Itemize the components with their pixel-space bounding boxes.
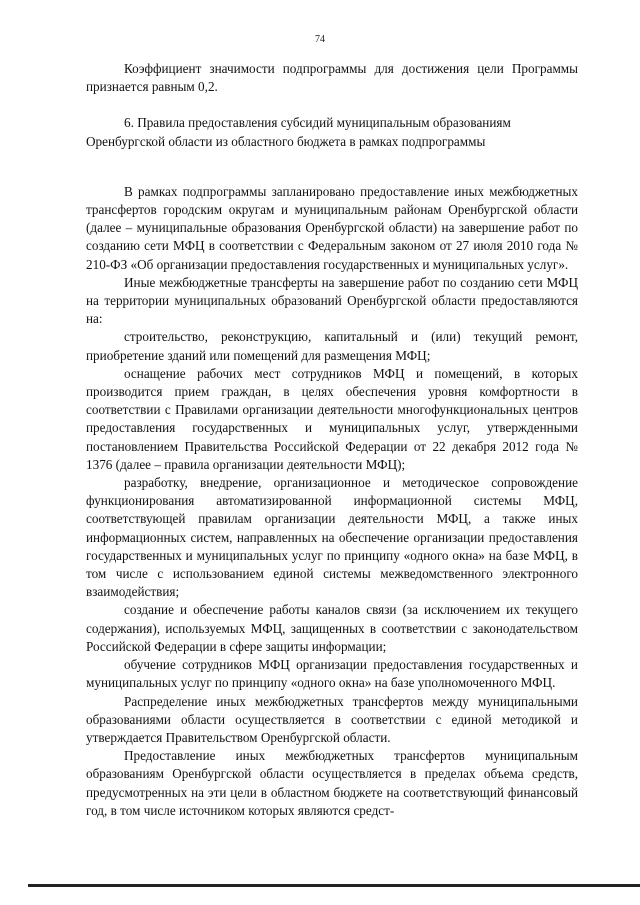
- list-item: разработку, внедрение, организационное и методическое сопровождение функционирования автоматизированной информационной системы МФЦ, соответствующей правилам организации деятельности МФЦ, а также иных информационных систем, направленных на обеспечение организации предоставления государственных и муниципальных услуг по принципу «одного окна» на базе МФЦ, в том числе с использованием единой системы межведомственного электронного взаимодействия;: [86, 475, 578, 600]
- list-item: оснащение рабочих мест сотрудников МФЦ и помещений, в которых производится прием граждан, в целях обеспечения уровня комфортности в соответствии с Правилами организации деятельности многофункциональных центров предоставления государственных и муниципальных услуг, утвержденными постановлением Правительства Российской Федерации от 22 декабря 2012 года № 1376 (далее – правила организации деятельности МФЦ);: [86, 365, 578, 472]
- paragraph: В рамках подпрограммы запланировано предоставление иных межбюджетных трансфертов городским округам и муниципальным районам Оренбургской области (далее – муниципальные образования Оренбургской области) на завершение работ по созданию сети МФЦ в соответствии с Федеральным законом от 27 июля 2010 года № 210-ФЗ «Об организации предоставления государственных и муниципальных услуг».: [86, 183, 578, 272]
- intro-paragraph: Коэффициент значимости подпрограммы для достижения цели Программы признается равным 0,2.: [86, 61, 578, 95]
- section-heading: 6. Правила предоставления субсидий муниципальным образованиям Оренбургской области из областного бюджета в рамках подпрограммы: [86, 115, 511, 149]
- paragraph: Предоставление иных межбюджетных трансфертов муниципальным образованиям Оренбургской области осуществляется в пределах объема средств, предусмотренных на эти цели в областном бюджете на соответствующий финансовый год, в том числе источником которых являются средст-: [86, 748, 578, 818]
- list-item: обучение сотрудников МФЦ организации предоставления государственных и муниципальных услуг по принципу «одного окна» на базе уполномоченного МФЦ.: [86, 657, 578, 691]
- list-item: создание и обеспечение работы каналов связи (за исключением их текущего содержания), используемых МФЦ, защищенных в соответствии с законодательством Российской Федерации в сфере защиты информации;: [86, 602, 578, 654]
- list-item: строительство, реконструкцию, капитальный и (или) текущий ремонт, приобретение зданий или помещений для размещения МФЦ;: [86, 329, 578, 363]
- section-gap: [86, 151, 578, 183]
- document-body: [86, 60, 578, 820]
- page-bottom-rule: [28, 884, 640, 887]
- paragraph: Иные межбюджетные трансферты на завершение работ по созданию сети МФЦ на территории муниципальных образований Оренбургской области предоставляются на:: [86, 274, 578, 327]
- paragraph: Распределение иных межбюджетных трансфертов между муниципальными образованиями области осуществляется в соответствии с единой методикой и утверждается Правительством Оренбургской области.: [86, 693, 578, 745]
- page-number: 74: [315, 34, 325, 45]
